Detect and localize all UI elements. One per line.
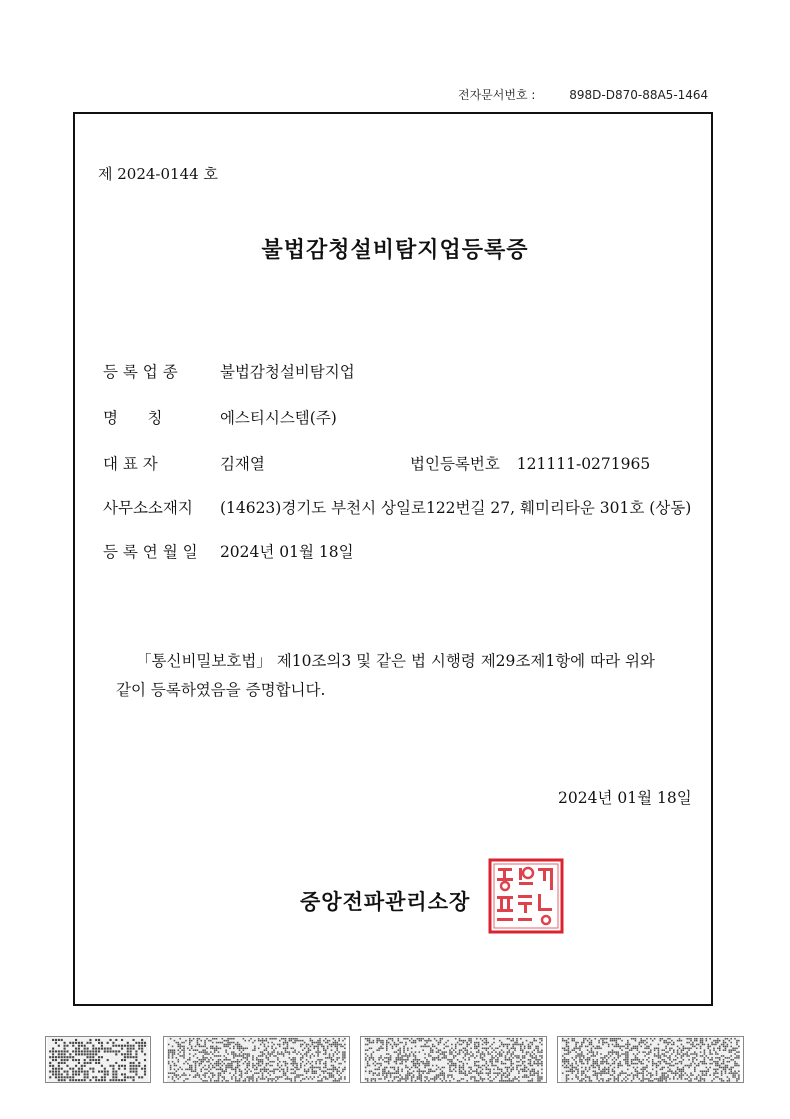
barcode-2d-3 [557, 1036, 744, 1083]
field-label: 등 록 연 월 일 [103, 543, 198, 561]
field-business-type [103, 360, 355, 382]
statement-line-1: 「통신비밀보호법」 제10조의3 및 같은 법 시행령 제29조제1항에 따라 위와 [136, 652, 655, 670]
field-label: 사무소소재지 [103, 499, 193, 517]
field-value: 에스티시스템(주) [219, 409, 337, 427]
field-label: 등 록 업 종 [103, 363, 178, 381]
field-label: 명 칭 [103, 409, 163, 427]
field-office-address [103, 496, 691, 518]
corp-reg-label: 법인등록번호 [410, 455, 500, 473]
field-value: (14623)경기도 부천시 상일로122번길 27, 훼미리타운 301호 (상동) [219, 499, 692, 517]
field-registration-date [103, 540, 354, 562]
registration-number: 제 2024-0144 호 [98, 165, 218, 183]
field-value: 김재열 [219, 455, 265, 473]
statement-line-2: 같이 등록하였음을 증명합니다. [116, 681, 326, 699]
certification-statement [100, 647, 690, 705]
certificate-title: 불법감청설비탐지업등록증 [261, 237, 529, 263]
field-value: 불법감청설비탐지업 [219, 363, 355, 381]
issuer-name: 중앙전파관리소장 [300, 889, 471, 914]
barcode-2d-1 [163, 1036, 350, 1083]
barcode-small [45, 1036, 151, 1083]
field-label: 대 표 자 [103, 455, 158, 473]
field-representative [103, 452, 265, 474]
doc-number-value: 898D-D870-88A5-1464 [569, 88, 709, 102]
official-seal-stamp [488, 858, 564, 934]
issue-date: 2024년 01월 18일 [558, 789, 692, 807]
field-value: 2024년 01월 18일 [219, 543, 354, 561]
corp-reg-value: 121111-0271965 [516, 455, 651, 473]
field-company-name [103, 406, 337, 428]
barcode-2d-2 [360, 1036, 547, 1083]
doc-number-label: 전자문서번호 : [458, 88, 536, 102]
corporate-registration-number [410, 452, 650, 474]
electronic-document-number [458, 86, 708, 103]
